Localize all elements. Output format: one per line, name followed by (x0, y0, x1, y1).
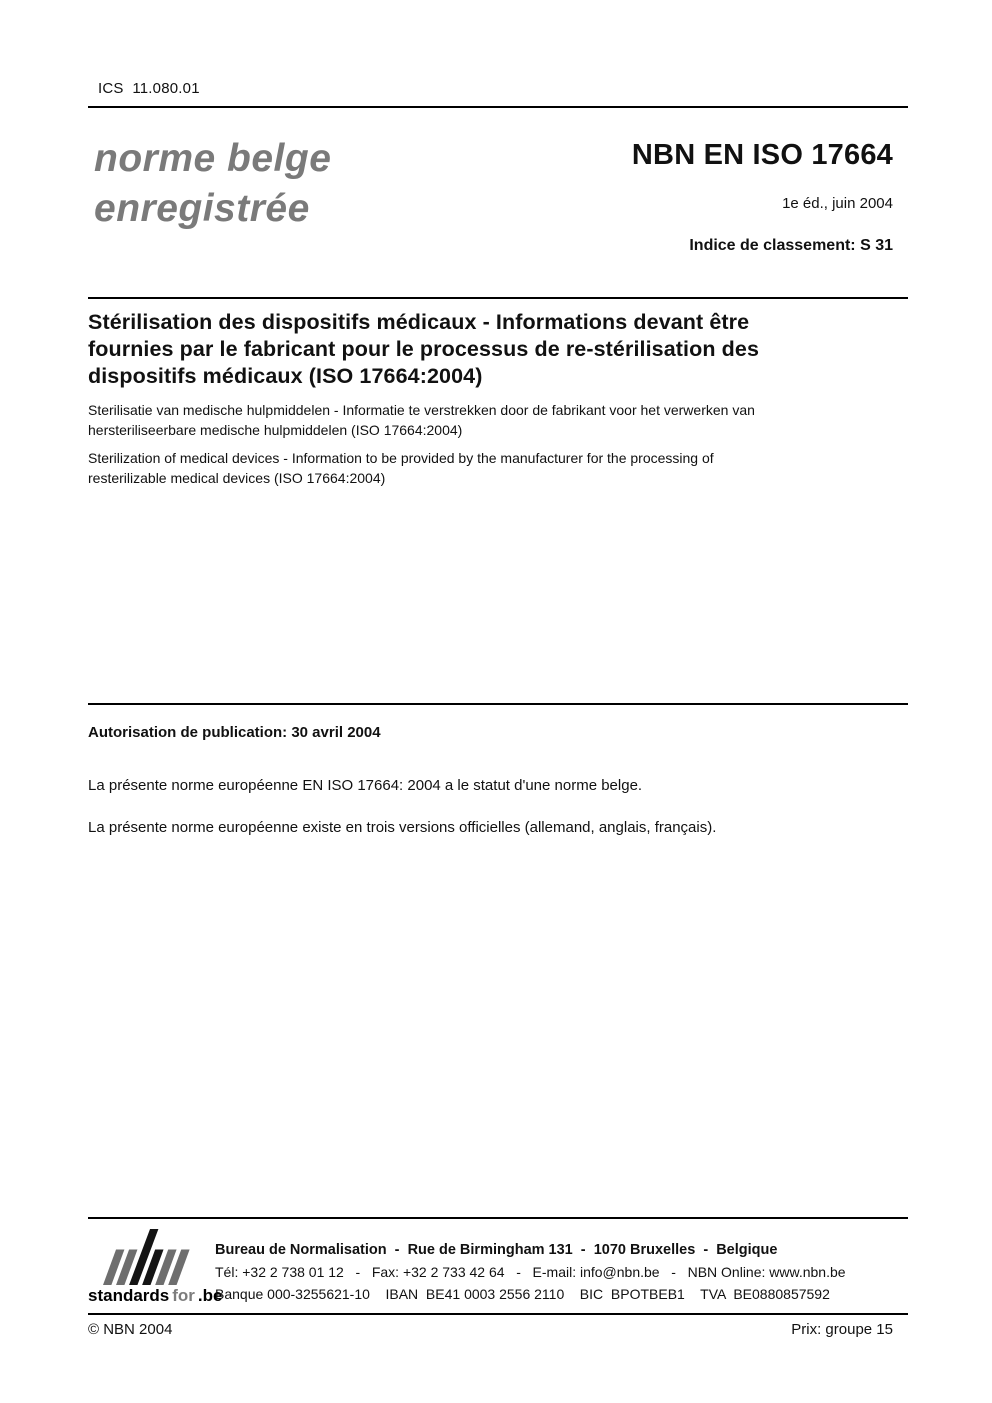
title-dutch-line-2: hersteriliseerbare medische hulpmiddelen (ISO 17664:2004) (88, 421, 463, 438)
statement-status: La présente norme européenne EN ISO 17664: 2004 a le statut d'une norme belge. (88, 777, 643, 794)
header-right-block (632, 139, 893, 255)
footer-contact-block (215, 1239, 846, 1305)
nbn-logo-icon (103, 1229, 198, 1285)
title-english-line-2: resterilizable medical devices (ISO 17664:2004) (88, 469, 386, 486)
title-french-line-3: dispositifs médicaux (ISO 17664:2004) (88, 364, 483, 388)
doc-kind-heading (94, 134, 331, 234)
logo-word-for: for (172, 1286, 195, 1305)
footer-address: Bureau de Normalisation - Rue de Birmingham 131 - 1070 Bruxelles - Belgique (215, 1242, 778, 1258)
title-dutch (88, 401, 898, 440)
footer-rule (88, 1217, 908, 1219)
title-dutch-line-1: Sterilisatie van medische hulpmiddelen - Informatie te verstrekken door de fabrikant voor het verwerken van (88, 402, 755, 418)
title-rule (88, 297, 908, 299)
bottom-rule (88, 1313, 908, 1315)
logo-word-be: .be (197, 1286, 223, 1305)
ics-code: ICS 11.080.01 (98, 80, 200, 97)
price-group: Prix: groupe 15 (791, 1321, 893, 1338)
edition-date: 1e éd., juin 2004 (782, 195, 893, 212)
copyright-notice: © NBN 2004 (88, 1321, 173, 1338)
title-french (88, 309, 878, 390)
doc-kind-line-1: norme belge (94, 137, 332, 180)
classification-index: Indice de classement: S 31 (689, 237, 893, 254)
footer-bank: Banque 000-3255621-10 IBAN BE41 0003 2556 2110 BIC BPOTBEB1 TVA BE0880857592 (215, 1286, 830, 1302)
logo-word-standards: standards (88, 1286, 170, 1305)
statement-versions: La présente norme européenne existe en trois versions officielles (allemand, anglais, français). (88, 819, 717, 836)
logo-wordmark (88, 1286, 222, 1306)
authorization-date: Autorisation de publication: 30 avril 2004 (88, 724, 381, 741)
standard-number: NBN EN ISO 17664 (631, 139, 893, 171)
top-rule (88, 106, 908, 108)
title-english (88, 449, 898, 488)
doc-kind-line-2: enregistrée (94, 187, 310, 230)
footer-contact: Tél: +32 2 738 01 12 - Fax: +32 2 733 42 64 - E-mail: info@nbn.be - NBN Online: www.nbn.be (215, 1264, 846, 1280)
title-french-line-1: Stérilisation des dispositifs médicaux - Informations devant être (88, 310, 750, 334)
title-french-line-2: fournies par le fabricant pour le processus de re-stérilisation des (88, 337, 760, 361)
title-english-line-1: Sterilization of medical devices - Information to be provided by the manufacturer for the processing of (88, 450, 714, 466)
authorization-rule (88, 703, 908, 705)
